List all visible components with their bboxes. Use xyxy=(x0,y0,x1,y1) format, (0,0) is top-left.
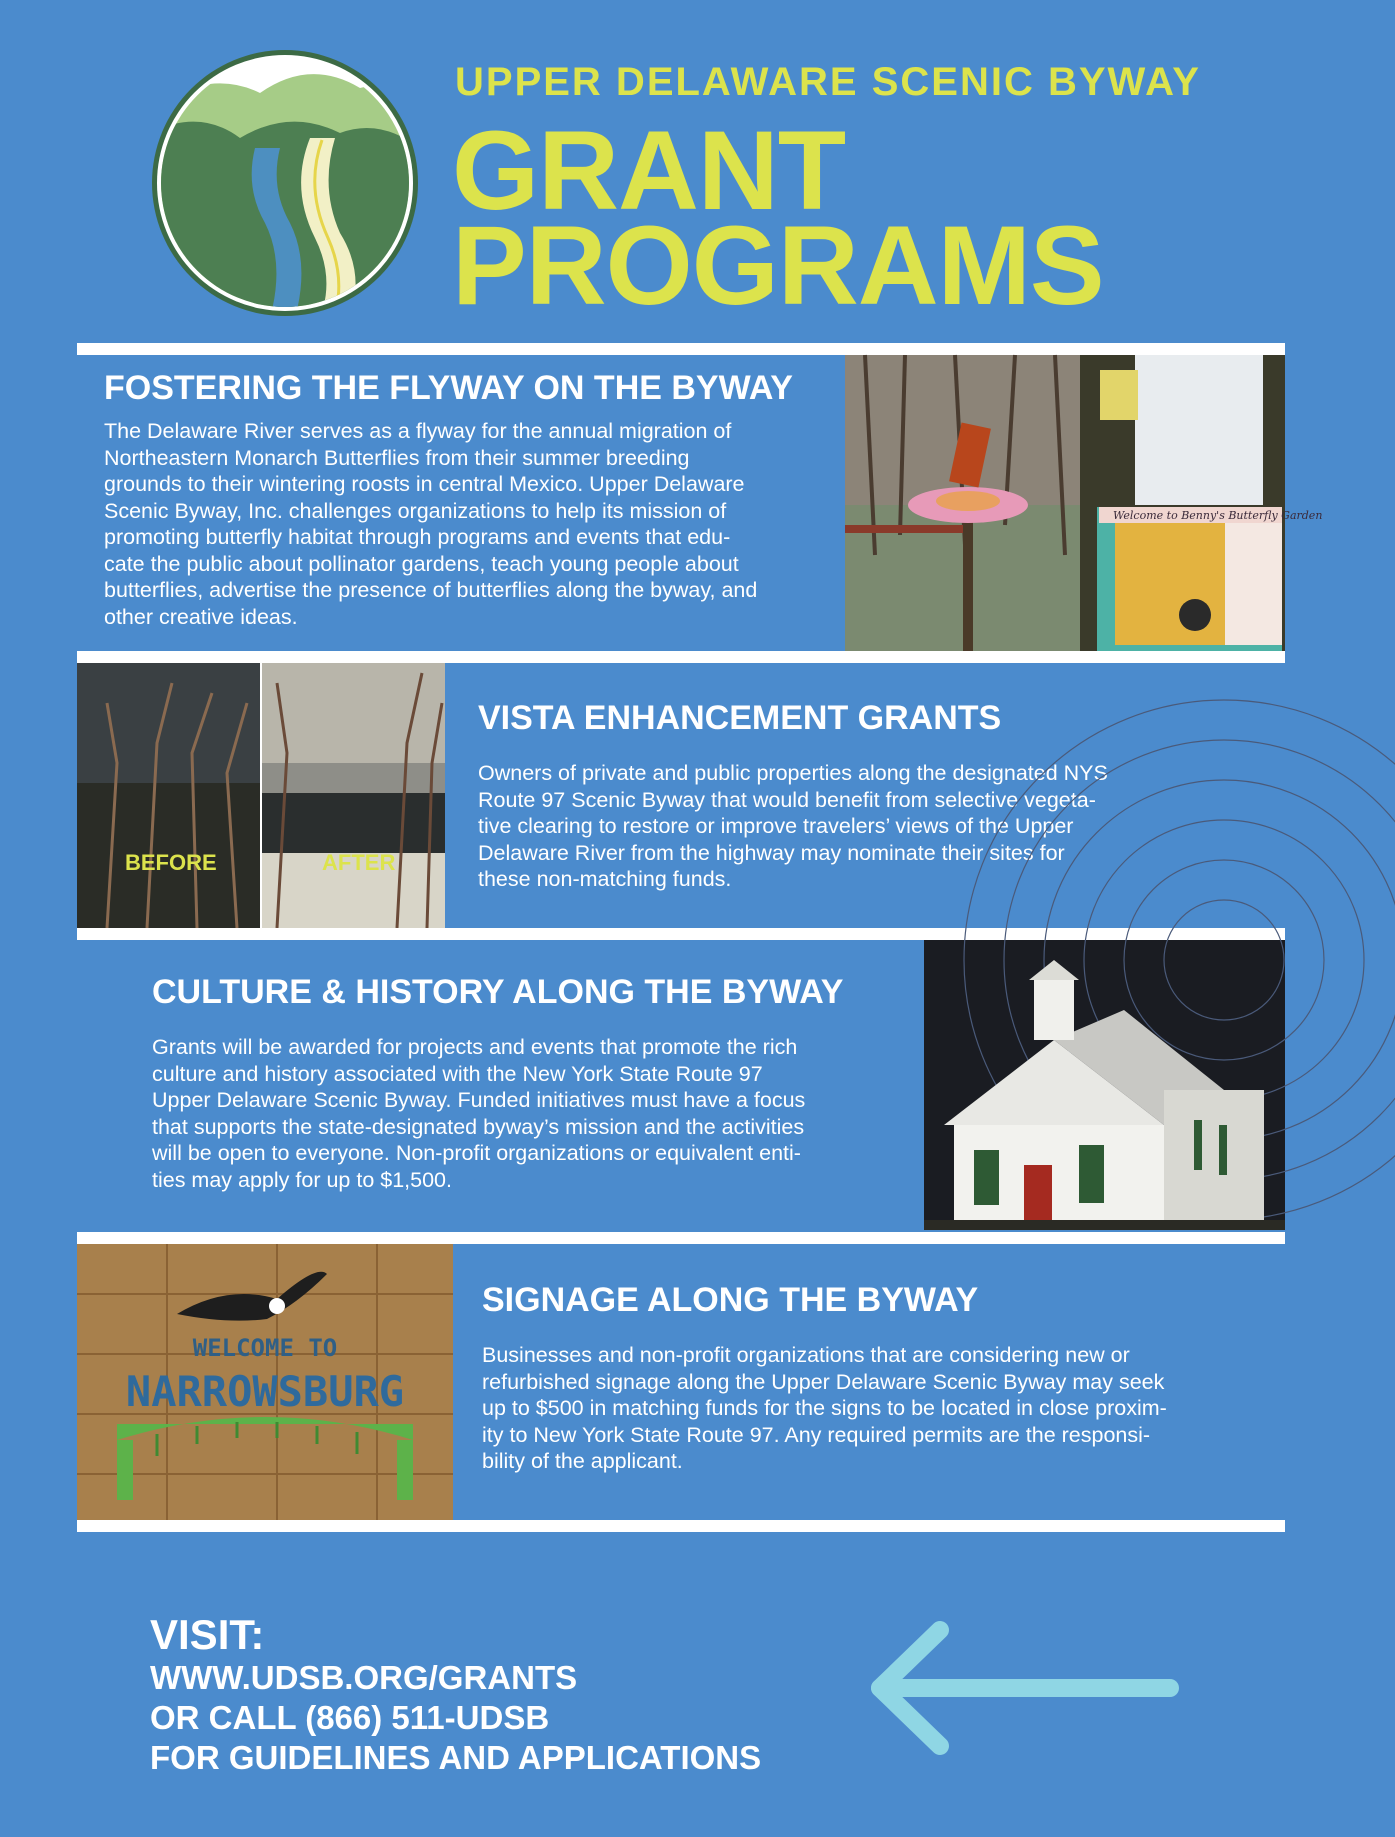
body-line: refurbished signage along the Upper Delaware Scenic Byway may seek xyxy=(482,1369,1165,1394)
body-line: tive clearing to restore or improve travelers’ views of the Upper xyxy=(478,814,1074,838)
body-line: cate the public about pollinator gardens, teach young people about xyxy=(104,551,739,576)
body-line: Northeastern Monarch Butterflies from their summer breeding xyxy=(104,445,690,470)
section-body-flyway xyxy=(104,418,844,630)
body-line: Scenic Byway, Inc. challenges organizations to help its mission of xyxy=(104,498,727,523)
body-line: Grants will be awarded for projects and events that promote the rich xyxy=(152,1035,798,1059)
photo-butterfly-garden xyxy=(845,355,1323,651)
body-line: butterflies, advertise the presence of butterflies along the byway, and xyxy=(104,578,758,602)
section-divider xyxy=(77,928,1285,940)
photo-schoolhouse xyxy=(924,940,1285,1230)
body-line: Delaware River from the highway may nominate their sites for xyxy=(478,840,1065,865)
body-line: ity to New York State Route 97. Any required permits are the responsi- xyxy=(482,1422,1151,1447)
visit-purpose: FOR GUIDELINES AND APPLICATIONS xyxy=(150,1739,762,1776)
body-line: grounds to their wintering roosts in central Mexico. Upper Delaware xyxy=(104,472,745,496)
visit-url-link[interactable]: WWW.UDSB.ORG/GRANTS xyxy=(150,1659,578,1696)
arrow-left-icon xyxy=(860,1620,1180,1755)
body-line: Businesses and non-profit organizations that are considering new or xyxy=(482,1343,1130,1367)
body-line: bility of the applicant. xyxy=(482,1449,683,1473)
body-line: Route 97 Scenic Byway that would benefit from selective vegeta- xyxy=(478,787,1096,812)
section-title-flyway: FOSTERING THE FLYWAY ON THE BYWAY xyxy=(104,369,793,407)
section-divider xyxy=(77,1520,1285,1532)
body-line: promoting butterfly habitat through programs and events that edu- xyxy=(104,525,731,549)
body-line: that supports the state-designated byway’s mission and the activities xyxy=(152,1114,805,1139)
section-body-vista xyxy=(478,760,1238,893)
section-title-culture: CULTURE & HISTORY ALONG THE BYWAY xyxy=(152,973,844,1011)
section-title-vista: VISTA ENHANCEMENT GRANTS xyxy=(478,699,1002,737)
sign-text-butterfly-garden: Welcome to Benny's Butterfly Garden xyxy=(1113,509,1323,522)
sign-welcome-to: WELCOME TO xyxy=(192,1334,338,1362)
body-line: Owners of private and public properties along the designated NYS xyxy=(478,761,1108,785)
header-subtitle: UPPER DELAWARE SCENIC BYWAY xyxy=(455,60,1201,104)
section-divider xyxy=(77,651,1285,663)
section-body-signage xyxy=(482,1342,1262,1475)
section-divider xyxy=(77,1232,1285,1244)
section-title-signage: SIGNAGE ALONG THE BYWAY xyxy=(482,1281,979,1319)
photo-narrowsburg-sign xyxy=(77,1244,453,1520)
visit-phone[interactable]: OR CALL (866) 511-UDSB xyxy=(150,1699,550,1736)
body-line: will be open to everyone. Non-profit organizations or equivalent enti- xyxy=(152,1141,801,1165)
after-label: AFTER xyxy=(322,850,396,875)
body-line: culture and history associated with the New York State Route 97 xyxy=(152,1061,763,1086)
body-line: other creative ideas. xyxy=(104,604,298,629)
body-line: ties may apply for up to $1,500. xyxy=(152,1167,452,1192)
visit-label: VISIT: xyxy=(150,1611,265,1658)
sign-narrowsburg: NARROWSBURG xyxy=(125,1367,405,1416)
photo-before-after xyxy=(77,663,445,928)
header-title-line1: GRANT xyxy=(452,108,846,233)
header-title-line2: PROGRAMS xyxy=(452,203,1104,328)
body-line: Upper Delaware Scenic Byway. Funded initiatives must have a focus xyxy=(152,1088,806,1112)
section-body-culture xyxy=(152,1034,912,1193)
section-divider xyxy=(77,343,1285,355)
body-line: The Delaware River serves as a flyway for the annual migration of xyxy=(104,419,732,443)
body-line: these non-matching funds. xyxy=(478,867,732,891)
before-label: BEFORE xyxy=(125,850,217,875)
byway-logo xyxy=(150,48,420,318)
body-line: up to $500 in matching funds for the signs to be located in close proxim- xyxy=(482,1396,1167,1420)
